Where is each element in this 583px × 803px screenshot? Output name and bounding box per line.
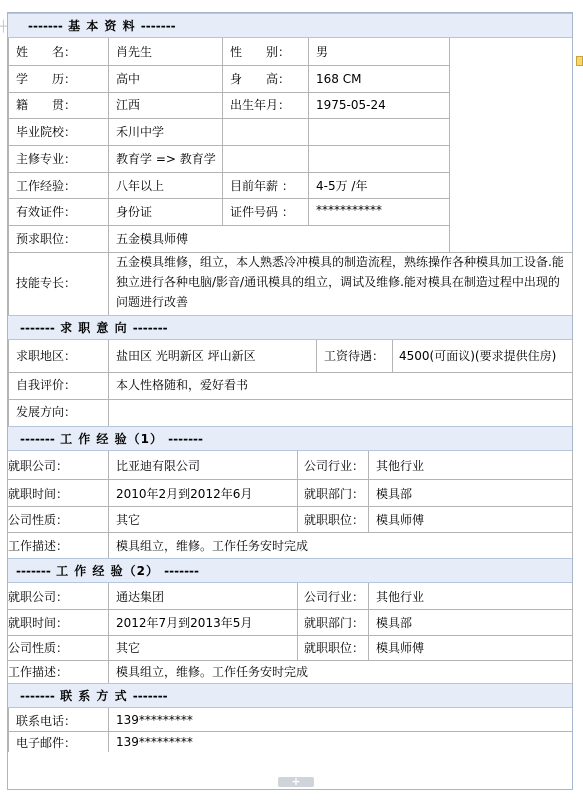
skills-label: 技能专长： (16, 276, 77, 290)
height-value: 168 CM (316, 72, 362, 86)
company-nature-label: 公司性质： (8, 641, 69, 655)
grid-line (108, 340, 109, 426)
area-value: 盐田区 光明新区 坪山新区 (116, 349, 256, 363)
skills-value: 五金模具维修，组立，本人熟悉冷冲模具的制造流程，熟练操作各种模具加工设备.能独立进行各种电脑/影音/通讯模具的组立，调试及维修.能对模具在制造过程中出现的问题进行改善 (116, 255, 564, 309)
id-type-value: 身份证 (116, 205, 153, 219)
grid-line (8, 635, 573, 636)
education-value: 高中 (116, 72, 141, 86)
grid-line (572, 451, 573, 558)
grid-line (368, 583, 369, 660)
work-time-value: 2010年2月到2012年6月 (116, 487, 253, 501)
grid-line (8, 118, 450, 119)
department-label: 就职部门： (304, 616, 365, 630)
dash-right: ------- (132, 689, 168, 703)
job-position-label: 就职职位： (304, 641, 365, 655)
id-number-label: 证件号码 ： (230, 205, 294, 219)
company-value: 比亚迪有限公司 (116, 459, 201, 473)
self-eval-label: 自我评价： (16, 378, 77, 392)
grid-line (8, 609, 573, 610)
dash-right: ------- (168, 432, 204, 446)
birth-label: 出生年月： (230, 98, 291, 112)
dash-left: ------- (20, 432, 55, 446)
experience-value: 八年以上 (116, 179, 165, 193)
section-header-basic (8, 13, 572, 38)
industry-label: 公司行业： (304, 590, 365, 604)
dash-right: ------- (164, 564, 200, 578)
education-label: 学 历： (16, 72, 77, 86)
dash-left: ------- (16, 564, 51, 578)
native-place-value: 江西 (116, 98, 141, 112)
height-label: 身 高： (230, 72, 291, 86)
position-value: 五金模具师傅 (116, 232, 189, 246)
email-label: 电子邮件： (16, 736, 77, 750)
grid-line (8, 479, 573, 480)
salary-label: 目前年薪 ： (230, 179, 294, 193)
name-value: 肖先生 (116, 45, 153, 59)
grid-line (108, 38, 109, 315)
experience-label: 工作经验： (16, 179, 77, 193)
grid-line (308, 38, 309, 225)
grid-line (8, 708, 9, 752)
direction-label: 发展方向： (16, 405, 77, 419)
work-time-label: 就职时间： (8, 487, 69, 501)
department-label: 就职部门： (304, 487, 365, 501)
grid-line (8, 65, 450, 66)
dash-left: ------- (20, 321, 55, 335)
birth-value: 1975-05-24 (316, 98, 386, 112)
work-time-label: 就职时间： (8, 616, 69, 630)
company-nature-label: 公司性质： (8, 513, 69, 527)
section-header-contact (8, 683, 572, 708)
major-label: 主修专业： (16, 152, 77, 166)
industry-value: 其他行业 (376, 590, 425, 604)
grid-line (8, 660, 573, 661)
grid-line (8, 145, 450, 146)
department-value: 模具部 (376, 616, 413, 630)
grid-line (8, 172, 450, 173)
phone-label: 联系电话： (16, 714, 77, 728)
job-position-label: 就职职位： (304, 513, 365, 527)
grid-line (572, 340, 573, 426)
dash-right: ------- (132, 321, 168, 335)
grid-line (8, 506, 573, 507)
company-value: 通达集团 (116, 590, 165, 604)
dash-right: ------- (140, 19, 176, 33)
grid-line (572, 252, 573, 315)
work-description-label: 工作描述： (8, 665, 69, 679)
plus-icon: + (291, 775, 301, 788)
section-title: 工 作 经 验（1） (60, 432, 163, 446)
pay-value: 4500(可面议)(要求提供住房) (399, 349, 557, 363)
industry-label: 公司行业： (304, 459, 365, 473)
section-header-intent (8, 315, 572, 340)
grid-line (8, 731, 573, 732)
section-header-work1 (8, 426, 572, 451)
grid-line (8, 532, 573, 533)
phone-value: 139********* (116, 713, 193, 727)
self-eval-value: 本人性格随和，爱好看书 (116, 378, 249, 392)
section-title: 求 职 意 向 (60, 321, 128, 335)
grid-line (297, 583, 298, 660)
grid-line (8, 92, 450, 93)
section-title: 工 作 经 验（2） (56, 564, 159, 578)
grid-line (297, 451, 298, 532)
company-nature-value: 其它 (116, 641, 141, 655)
gender-value: 男 (316, 45, 329, 59)
company-label: 就职公司： (8, 590, 69, 604)
id-type-label: 有效证件： (16, 205, 77, 219)
job-position-value: 模具师傅 (376, 641, 425, 655)
department-value: 模具部 (376, 487, 413, 501)
native-place-label: 籍 贯： (16, 98, 77, 112)
email-value: 139********* (116, 735, 193, 749)
grid-line (8, 399, 573, 400)
grid-line (8, 38, 9, 315)
id-number-value: *********** (316, 203, 382, 217)
grid-line (108, 583, 109, 683)
folder-icon (576, 56, 583, 66)
section-title: 联 系 方 式 (60, 689, 128, 703)
grid-line (316, 340, 317, 372)
expand-tab[interactable] (278, 777, 314, 787)
work-description-value: 模具组立，维修。工作任务安时完成 (116, 665, 309, 679)
company-nature-value: 其它 (116, 513, 141, 527)
major-value: 教育学 => 教育学 (116, 152, 216, 166)
grid-line (108, 451, 109, 558)
gender-label: 性 别： (230, 45, 291, 59)
school-label: 毕业院校： (16, 125, 77, 139)
grid-line (8, 225, 450, 226)
work-time-value: 2012年7月到2013年5月 (116, 616, 253, 630)
grid-line (368, 451, 369, 532)
position-label: 预求职位： (16, 232, 77, 246)
dash-left: ------- (28, 19, 63, 33)
industry-value: 其他行业 (376, 459, 425, 473)
grid-line (392, 340, 393, 372)
grid-line (8, 198, 450, 199)
name-label: 姓 名： (16, 45, 77, 59)
grid-line (572, 583, 573, 683)
work-description-value: 模具组立，维修。工作任务安时完成 (116, 539, 309, 553)
grid-line (8, 340, 9, 426)
work-description-label: 工作描述： (8, 539, 69, 553)
grid-line (108, 708, 109, 752)
job-position-value: 模具师傅 (376, 513, 425, 527)
section-header-work2 (8, 558, 572, 583)
grid-line (8, 372, 573, 373)
area-label: 求职地区： (16, 349, 77, 363)
salary-value: 4-5万 /年 (316, 179, 368, 193)
section-title: 基 本 资 料 (68, 19, 136, 33)
dash-left: ------- (20, 689, 55, 703)
crosshair-icon: ┼ (0, 20, 7, 33)
company-label: 就职公司： (8, 459, 69, 473)
pay-label: 工资待遇： (324, 349, 385, 363)
school-value: 禾川中学 (116, 125, 165, 139)
grid-line (222, 38, 223, 225)
